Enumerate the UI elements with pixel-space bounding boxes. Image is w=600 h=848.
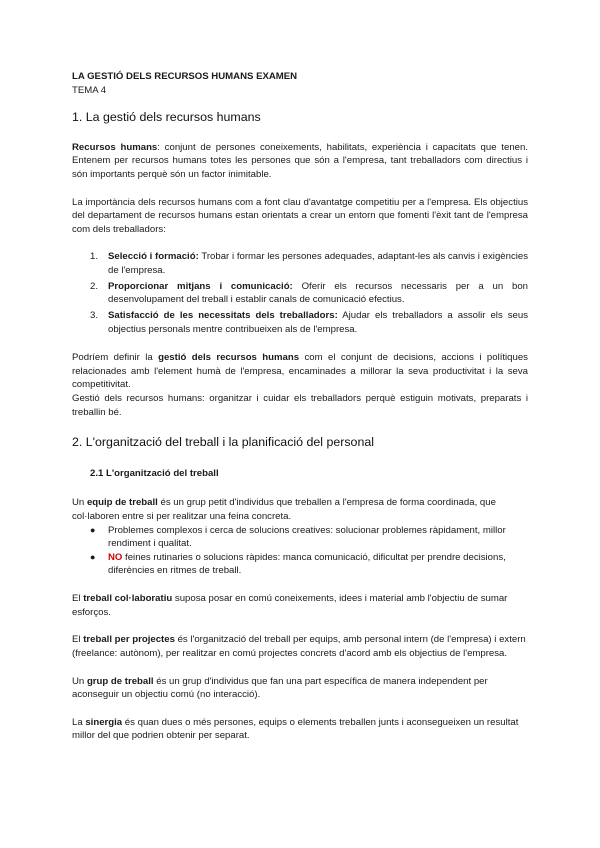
document-subtitle: TEMA 4 — [72, 84, 107, 96]
list-item-term: Selecció i formació: — [108, 251, 199, 263]
text-span: El — [72, 593, 84, 605]
bullet-icon: ● — [90, 551, 96, 562]
definition-recursos-humans — [72, 141, 528, 182]
work-group-paragraph — [72, 675, 528, 702]
text-span: La — [72, 716, 86, 728]
text-span: és un grup petit d'individus que treballen a l'empresa de forma coordinada, que col·laboren entre si per realitzar una feina concreta. — [72, 497, 496, 523]
text-span: suposa posar en comú coneixements, idees i material amb l'objectiu de sumar esforços. — [72, 593, 508, 618]
document-content — [72, 70, 528, 743]
synergy-term: sinergia — [85, 716, 123, 728]
collaborative-work-term: treball col·laboratiu — [83, 593, 173, 605]
hr-management-summary: Gestió dels recursos humans: organitzar i cuidar els treballadors perquè estiguin motivats, preparats i treballin bé. — [72, 392, 528, 418]
section-1-heading: 1. La gestió dels recursos humans — [72, 110, 261, 125]
project-work-term: treball per projectes — [83, 634, 175, 646]
text-span: com el conjunt de decisions, accions i polítiques relacionades amb l'element humà de l'empresa, encaminades a millorar la seva productivitat i la seva competitivitat. — [72, 352, 528, 391]
text-span: és l'organització del treball per equips, amb personal intern (de l'empresa) i extern (freelance: autònom), per realitzar en comú projectes concrets d'acord amb els objectius de l'empresa. — [72, 634, 526, 659]
synergy-paragraph — [72, 716, 528, 743]
list-item-text: Trobar i formar les persones adequades, adaptant-les als canvis i exigències de l'empresa. — [108, 251, 529, 277]
section-2-heading: 2. L'organització del treball i la planificació del personal — [72, 435, 374, 450]
list-number: 2. — [90, 280, 99, 292]
text-span: Un — [72, 497, 87, 509]
hr-management-term: gestió dels recursos humans — [158, 352, 300, 364]
list-item — [72, 551, 528, 578]
list-item-text: Problemes complexos i cerca de solucions creatives: solucionar problemes ràpidament, millor rendiment i qualitat. — [108, 524, 506, 550]
list-item — [72, 524, 528, 551]
subsection-2-1-heading: 2.1 L'organització del treball — [90, 467, 219, 479]
project-work-paragraph — [72, 633, 528, 660]
no-highlight: NO — [108, 551, 123, 563]
collaborative-work-paragraph — [72, 592, 528, 619]
list-number: 3. — [90, 309, 99, 321]
team-definition — [72, 496, 528, 523]
importance-paragraph: La importància dels recursos humans com a font clau d'avantatge competitiu per a l'empresa. Els objectius del departament de recursos humans estan orientats a crear un entorn que fomenti l'èxit tant de l'empresa com dels treballadors: — [72, 196, 528, 235]
list-item — [72, 309, 528, 336]
list-item-text: feines rutinaries o solucions ràpides: manca comunicació, dificultat per prendre decisions, diferències en ritmes de treball. — [108, 551, 506, 577]
list-item-text: Ajudar els treballadors a assolir els seus objectius personals mentre contribueixen als de l'empresa. — [108, 309, 529, 335]
text-span: El — [72, 634, 84, 646]
list-number: 1. — [90, 251, 99, 263]
definition-term: Recursos humans — [72, 141, 158, 153]
objectives-list — [72, 250, 528, 336]
text-span: és quan dues o més persones, equips o elements treballen junts i aconsegueixen un resultat millor del que podrien obtenir per separat. — [72, 716, 519, 742]
hr-management-definition — [72, 351, 528, 392]
team-bullet-list — [72, 524, 528, 578]
list-item-text: Oferir els recursos necessaris per a un bon desenvolupament del treball i establir canals de comunicació efectius. — [108, 280, 528, 306]
work-group-term: grup de treball — [86, 675, 154, 687]
text-span: és un grup d'individus que fan una part específica de manera independent per aconseguir un objectiu comú (no interacció). — [72, 675, 488, 701]
text-span: Podríem definir la — [72, 352, 159, 364]
text-span: Un — [72, 675, 87, 687]
document-title: LA GESTIÓ DELS RECURSOS HUMANS EXAMEN — [72, 71, 298, 82]
list-item — [72, 280, 528, 307]
bullet-icon: ● — [90, 524, 96, 535]
list-item-term: Satisfacció de les necessitats dels treballadors: — [108, 309, 338, 321]
list-item — [72, 250, 528, 277]
list-item-term: Proporcionar mitjans i comunicació: — [108, 280, 293, 292]
definition-text: : conjunt de persones coneixements, habilitats, experiència i capacitats que tenen. Entenem per recursos humans totes les persones que són a l'empresa, tant treballadors com directius i són importants perquè són un factor inimitable. — [72, 141, 528, 181]
team-term: equip de treball — [86, 497, 158, 509]
